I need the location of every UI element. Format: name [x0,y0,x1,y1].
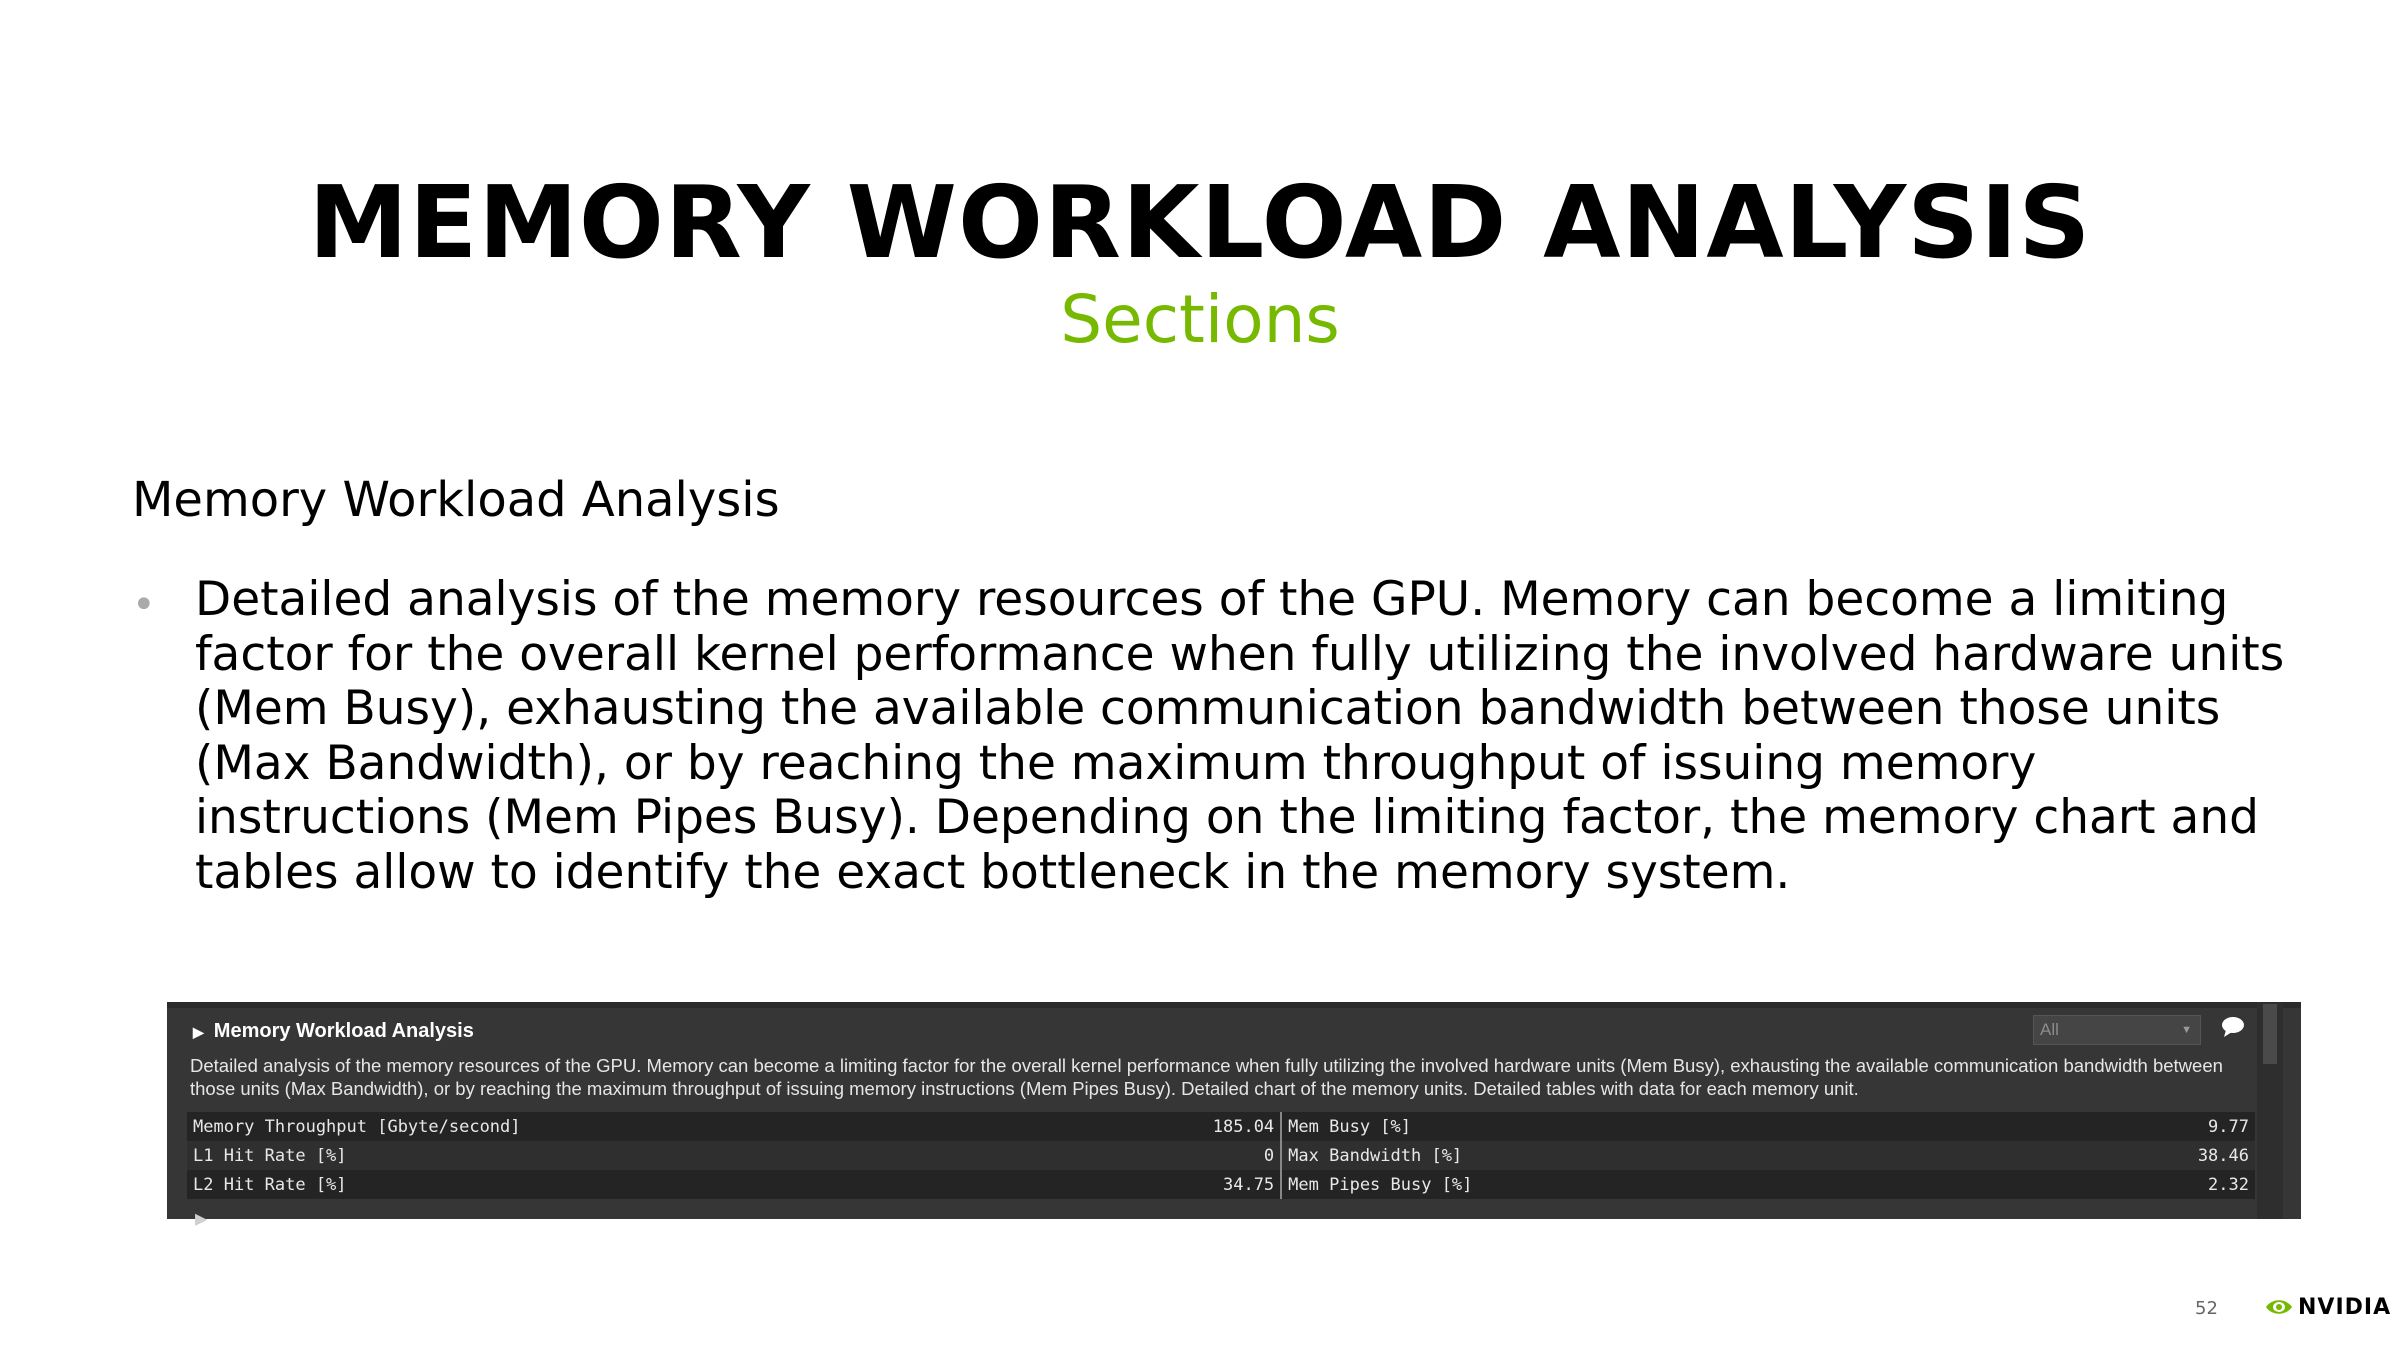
filter-dropdown[interactable] [2033,1015,2201,1045]
metric-name: Mem Pipes Busy [%] [1281,1170,2192,1199]
page-number: 52 [2195,1298,2218,1319]
metrics-table [187,1112,2255,1199]
nvidia-eye-icon [2264,1296,2294,1318]
vertical-scrollbar[interactable] [2257,1002,2283,1219]
bullet-text: Detailed analysis of the memory resources of the GPU. Memory can become a limiting factor for the overall kernel performance when fully utilizing the involved hardware units (Mem Busy), exhausting the available communication bandwidth between those units (Max Bandwidth), or by reaching the maximum throughput of issuing memory instructions (Mem Pipes Busy). Depending on the limiting factor, the memory chart and tables allow to identify the exact bottleneck in the memory system. [195,572,2285,900]
section-heading: Memory Workload Analysis [132,472,780,528]
expand-triangle-icon[interactable]: ▶ [193,1024,204,1040]
next-section-header-cutoff: ▶ [195,1211,208,1228]
nvidia-logo-text: NVIDIA [2298,1294,2392,1320]
panel-divider [167,1002,2301,1008]
metrics-row [187,1141,2255,1170]
metric-name: Mem Busy [%] [1281,1112,2192,1141]
metric-name: Memory Throughput [Gbyte/second] [187,1112,1207,1141]
profiler-screenshot-panel [167,1002,2301,1228]
metrics-row [187,1170,2255,1199]
metric-value: 2.32 [2192,1170,2255,1199]
metric-name: L2 Hit Rate [%] [187,1170,1207,1199]
slide-subtitle: Sections [1060,281,1340,358]
metric-value: 34.75 [1207,1170,1281,1199]
slide-title: MEMORY WORKLOAD ANALYSIS [308,164,2092,281]
scrollbar-thumb[interactable] [2263,1004,2277,1064]
section-header-label: Memory Workload Analysis [213,1020,474,1042]
metric-value: 185.04 [1207,1112,1281,1141]
bullet-icon: • [132,582,156,628]
chevron-down-icon: ▼ [2181,1024,2192,1036]
filter-dropdown-value: All [2040,1020,2059,1039]
nvidia-logo [2264,1290,2391,1324]
metric-name: Max Bandwidth [%] [1281,1141,2192,1170]
metrics-row [187,1112,2255,1141]
section-description: Detailed analysis of the memory resources of the GPU. Memory can become a limiting factor for the overall kernel performance when fully utilizing the involved hardware units (Mem Busy), exhausting the available communication bandwidth between those units (Max Bandwidth), or by reaching the maximum throughput of issuing memory instructions (Mem Pipes Busy). Detailed chart of the memory units. Detailed tables with data for each memory unit. [190,1055,2223,1099]
section-header-toggle[interactable] [193,1016,474,1046]
speech-bubble-icon [2221,1016,2245,1038]
metric-value: 38.46 [2192,1141,2255,1170]
metric-value: 9.77 [2192,1112,2255,1141]
comment-icon[interactable] [2219,1016,2247,1044]
metric-value: 0 [1207,1141,1281,1170]
metric-name: L1 Hit Rate [%] [187,1141,1207,1170]
